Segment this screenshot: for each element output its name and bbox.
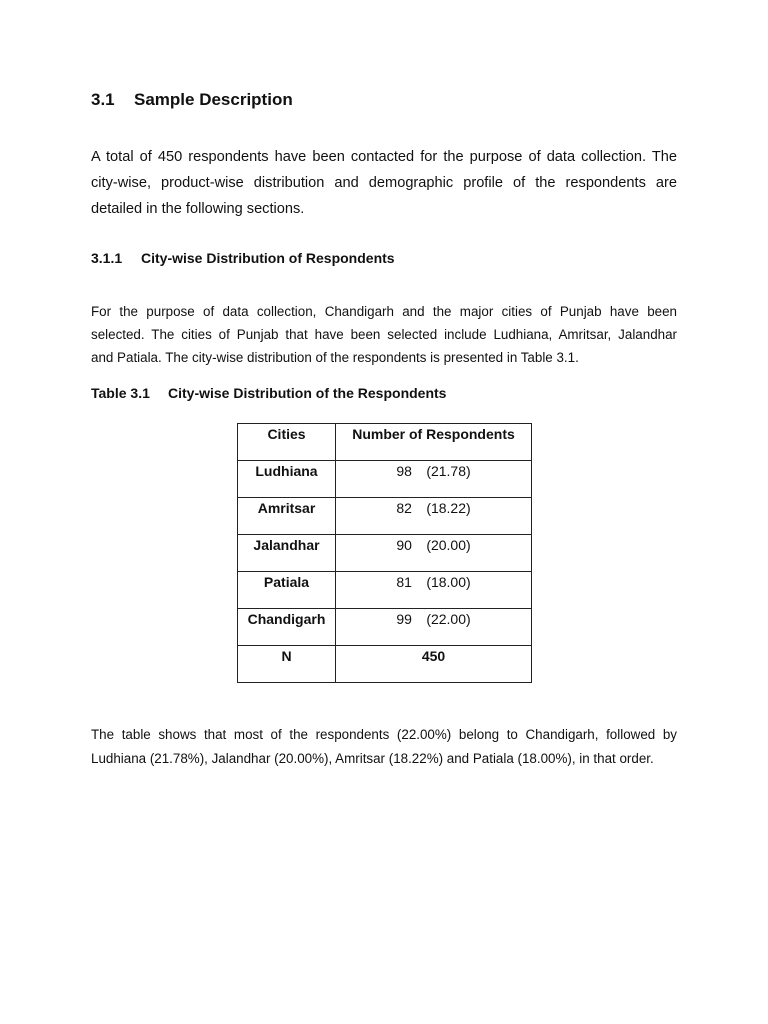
- city-distribution-table: [237, 423, 532, 683]
- table-total-row: [238, 646, 532, 683]
- table-caption: [91, 385, 446, 401]
- count-cell: [336, 498, 532, 535]
- percent-value: (20.00): [426, 537, 471, 553]
- section-title: Sample Description: [134, 90, 293, 109]
- section-heading: [91, 90, 293, 110]
- intro-line: city-wise, product-wise distribution and demographic profile of the respondents are: [91, 175, 677, 191]
- table-caption-number: Table 3.1: [91, 385, 150, 401]
- intro-paragraph: [91, 144, 677, 222]
- percent-value: (21.78): [426, 463, 471, 479]
- city-cell: Ludhiana: [238, 461, 336, 498]
- count-value: 90: [396, 537, 412, 553]
- total-value: 450: [336, 646, 532, 683]
- header-cities: Cities: [238, 424, 336, 461]
- count-value: 82: [396, 500, 412, 516]
- count-value: 81: [396, 574, 412, 590]
- total-label: N: [238, 646, 336, 683]
- conclusion-line: Ludhiana (21.78%), Jalandhar (20.00%), Amritsar (18.22%) and Patiala (18.00%), in that order.: [91, 751, 654, 766]
- subsection-number: 3.1.1: [91, 250, 123, 266]
- subsection-paragraph: [91, 300, 677, 369]
- body-line: selected. The cities of Punjab that have been selected include Ludhiana, Amritsar, Jalandhar: [91, 327, 677, 342]
- percent-value: (22.00): [426, 611, 471, 627]
- count-value: 99: [396, 611, 412, 627]
- subsection-heading: [91, 250, 395, 266]
- body-line: and Patiala. The city-wise distribution of the respondents is presented in Table 3.1.: [91, 350, 579, 365]
- city-cell: Jalandhar: [238, 535, 336, 572]
- city-cell: Patiala: [238, 572, 336, 609]
- count-cell: [336, 609, 532, 646]
- intro-line: A total of 450 respondents have been contacted for the purpose of data collection. The: [91, 149, 677, 165]
- percent-value: (18.22): [426, 500, 471, 516]
- table-row: [238, 461, 532, 498]
- conclusion-line: The table shows that most of the respondents (22.00%) belong to Chandigarh, followed by: [91, 727, 677, 742]
- table-row: [238, 498, 532, 535]
- table-header-row: [238, 424, 532, 461]
- count-cell: [336, 572, 532, 609]
- subsection-title: City-wise Distribution of Respondents: [141, 250, 395, 266]
- count-cell: [336, 461, 532, 498]
- body-line: For the purpose of data collection, Chandigarh and the major cities of Punjab have been: [91, 304, 677, 319]
- table-row: [238, 609, 532, 646]
- header-number-of-respondents: Number of Respondents: [336, 424, 532, 461]
- table-caption-title: City-wise Distribution of the Respondents: [168, 385, 447, 401]
- count-cell: [336, 535, 532, 572]
- percent-value: (18.00): [426, 574, 471, 590]
- intro-line: detailed in the following sections.: [91, 201, 305, 217]
- city-cell: Chandigarh: [238, 609, 336, 646]
- count-value: 98: [396, 463, 412, 479]
- conclusion-paragraph: [91, 723, 677, 771]
- section-number: 3.1: [91, 90, 115, 109]
- table-row: [238, 535, 532, 572]
- table-row: [238, 572, 532, 609]
- city-cell: Amritsar: [238, 498, 336, 535]
